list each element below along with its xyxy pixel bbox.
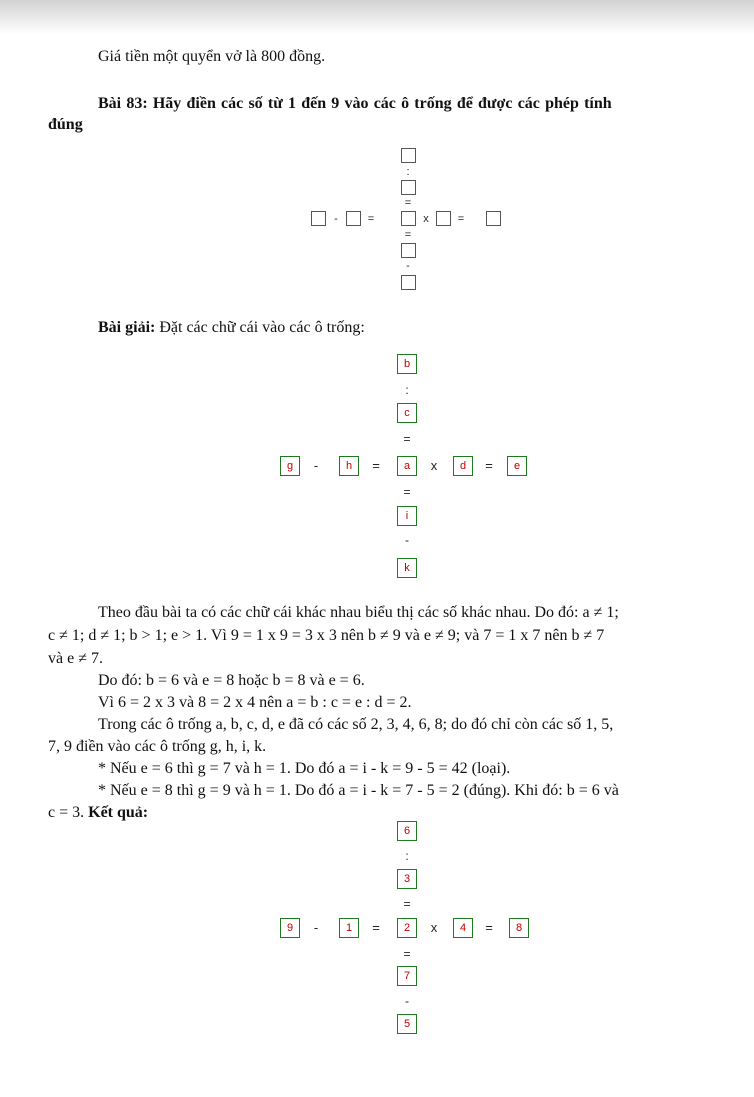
result-box-right2: 8	[509, 918, 529, 938]
problem-label: Bài 83:	[98, 95, 148, 112]
solution-intro: Đặt các chữ cái vào các ô trống:	[159, 319, 365, 336]
equals-operator: =	[485, 458, 493, 473]
minus-operator: -	[313, 458, 319, 473]
paragraph-line: c ≠ 1; d ≠ 1; b > 1; e > 1. Vì 9 = 1 x 9 = 3 x 3 nên b ≠ 9 và e ≠ 9; và 7 = 1 x 7 nên b ≠ 7	[48, 627, 605, 644]
times-operator: x	[430, 458, 438, 473]
letter-box-right1: d	[453, 456, 473, 476]
result-box-bottom2: 5	[397, 1014, 417, 1034]
letter-box-left1: g	[280, 456, 300, 476]
minus-operator: -	[313, 920, 319, 935]
paragraph-line: * Nếu e = 8 thì g = 9 và h = 1. Do đó a = i - k = 7 - 5 = 2 (đúng). Khi đó: b = 6 và	[98, 782, 619, 799]
solution-label: Bài giải:	[98, 319, 156, 336]
result-box-left2: 1	[339, 918, 359, 938]
equals-operator: =	[404, 229, 412, 241]
paragraph-line: Vì 6 = 2 x 3 và 8 = 2 x 4 nên a = b : c = e : d = 2.	[98, 694, 412, 711]
equals-operator: =	[403, 947, 411, 961]
problem-text-line2: đúng	[48, 116, 83, 133]
result-box-top1: 6	[397, 821, 417, 841]
problem-text: Hãy điền các số từ 1 đến 9 vào các ô trống để được các phép tính	[152, 95, 612, 112]
equals-operator: =	[372, 920, 380, 935]
divide-operator: :	[405, 383, 409, 397]
equals-operator: =	[485, 920, 493, 935]
divide-operator: :	[405, 849, 409, 863]
letter-box-left2: h	[339, 456, 359, 476]
letter-box-top1: b	[397, 354, 417, 374]
page-top-shadow	[0, 0, 754, 34]
minus-operator: -	[405, 994, 409, 1008]
result-box-center: 2	[397, 918, 417, 938]
letter-box-bottom1: i	[397, 506, 417, 526]
equals-operator: =	[404, 197, 412, 209]
result-box-left1: 9	[280, 918, 300, 938]
minus-operator: -	[334, 213, 338, 225]
letter-box-bottom2: k	[397, 558, 417, 578]
solution-heading	[98, 318, 365, 337]
result-label: Kết quả:	[88, 804, 149, 821]
empty-box-top1	[401, 148, 416, 163]
result-prefix: c = 3.	[48, 804, 85, 821]
intro-line: Giá tiền một quyển vở là 800 đồng.	[98, 48, 326, 65]
result-box-right1: 4	[453, 918, 473, 938]
paragraph-line: * Nếu e = 6 thì g = 7 và h = 1. Do đó a = i - k = 9 - 5 = 42 (loại).	[98, 760, 511, 777]
paragraph-line: 7, 9 điền vào các ô trống g, h, i, k.	[48, 738, 267, 755]
times-operator: x	[430, 920, 438, 935]
times-operator: x	[423, 213, 429, 225]
letter-box-top2: c	[397, 403, 417, 423]
paragraph-line: Trong các ô trống a, b, c, d, e đã có các số 2, 3, 4, 6, 8; do đó chỉ còn các số 1, 5,	[98, 716, 614, 733]
paragraph-line: và e ≠ 7.	[48, 650, 103, 667]
empty-box-right2	[486, 211, 501, 226]
empty-box-top2	[401, 180, 416, 195]
empty-box-left2	[346, 211, 361, 226]
empty-box-bottom1	[401, 243, 416, 258]
equals-operator: =	[403, 485, 411, 499]
equals-operator: =	[367, 213, 375, 225]
result-box-top2: 3	[397, 869, 417, 889]
equals-operator: =	[457, 213, 465, 225]
letter-box-center: a	[397, 456, 417, 476]
problem-statement	[98, 94, 612, 113]
letter-box-right2: e	[507, 456, 527, 476]
empty-box-right1	[436, 211, 451, 226]
paragraph-line: Do đó: b = 6 và e = 8 hoặc b = 8 và e = 6.	[98, 672, 365, 689]
empty-box-bottom2	[401, 275, 416, 290]
empty-box-left1	[311, 211, 326, 226]
equals-operator: =	[403, 897, 411, 911]
paragraph-line: Theo đầu bài ta có các chữ cái khác nhau biểu thị các số khác nhau. Do đó: a ≠ 1;	[98, 604, 619, 621]
minus-operator: -	[406, 260, 410, 272]
divide-operator: :	[406, 166, 410, 178]
result-box-bottom1: 7	[397, 966, 417, 986]
equals-operator: =	[403, 432, 411, 446]
empty-box-center	[401, 211, 416, 226]
minus-operator: -	[405, 533, 409, 547]
equals-operator: =	[372, 458, 380, 473]
result-line	[48, 803, 148, 822]
